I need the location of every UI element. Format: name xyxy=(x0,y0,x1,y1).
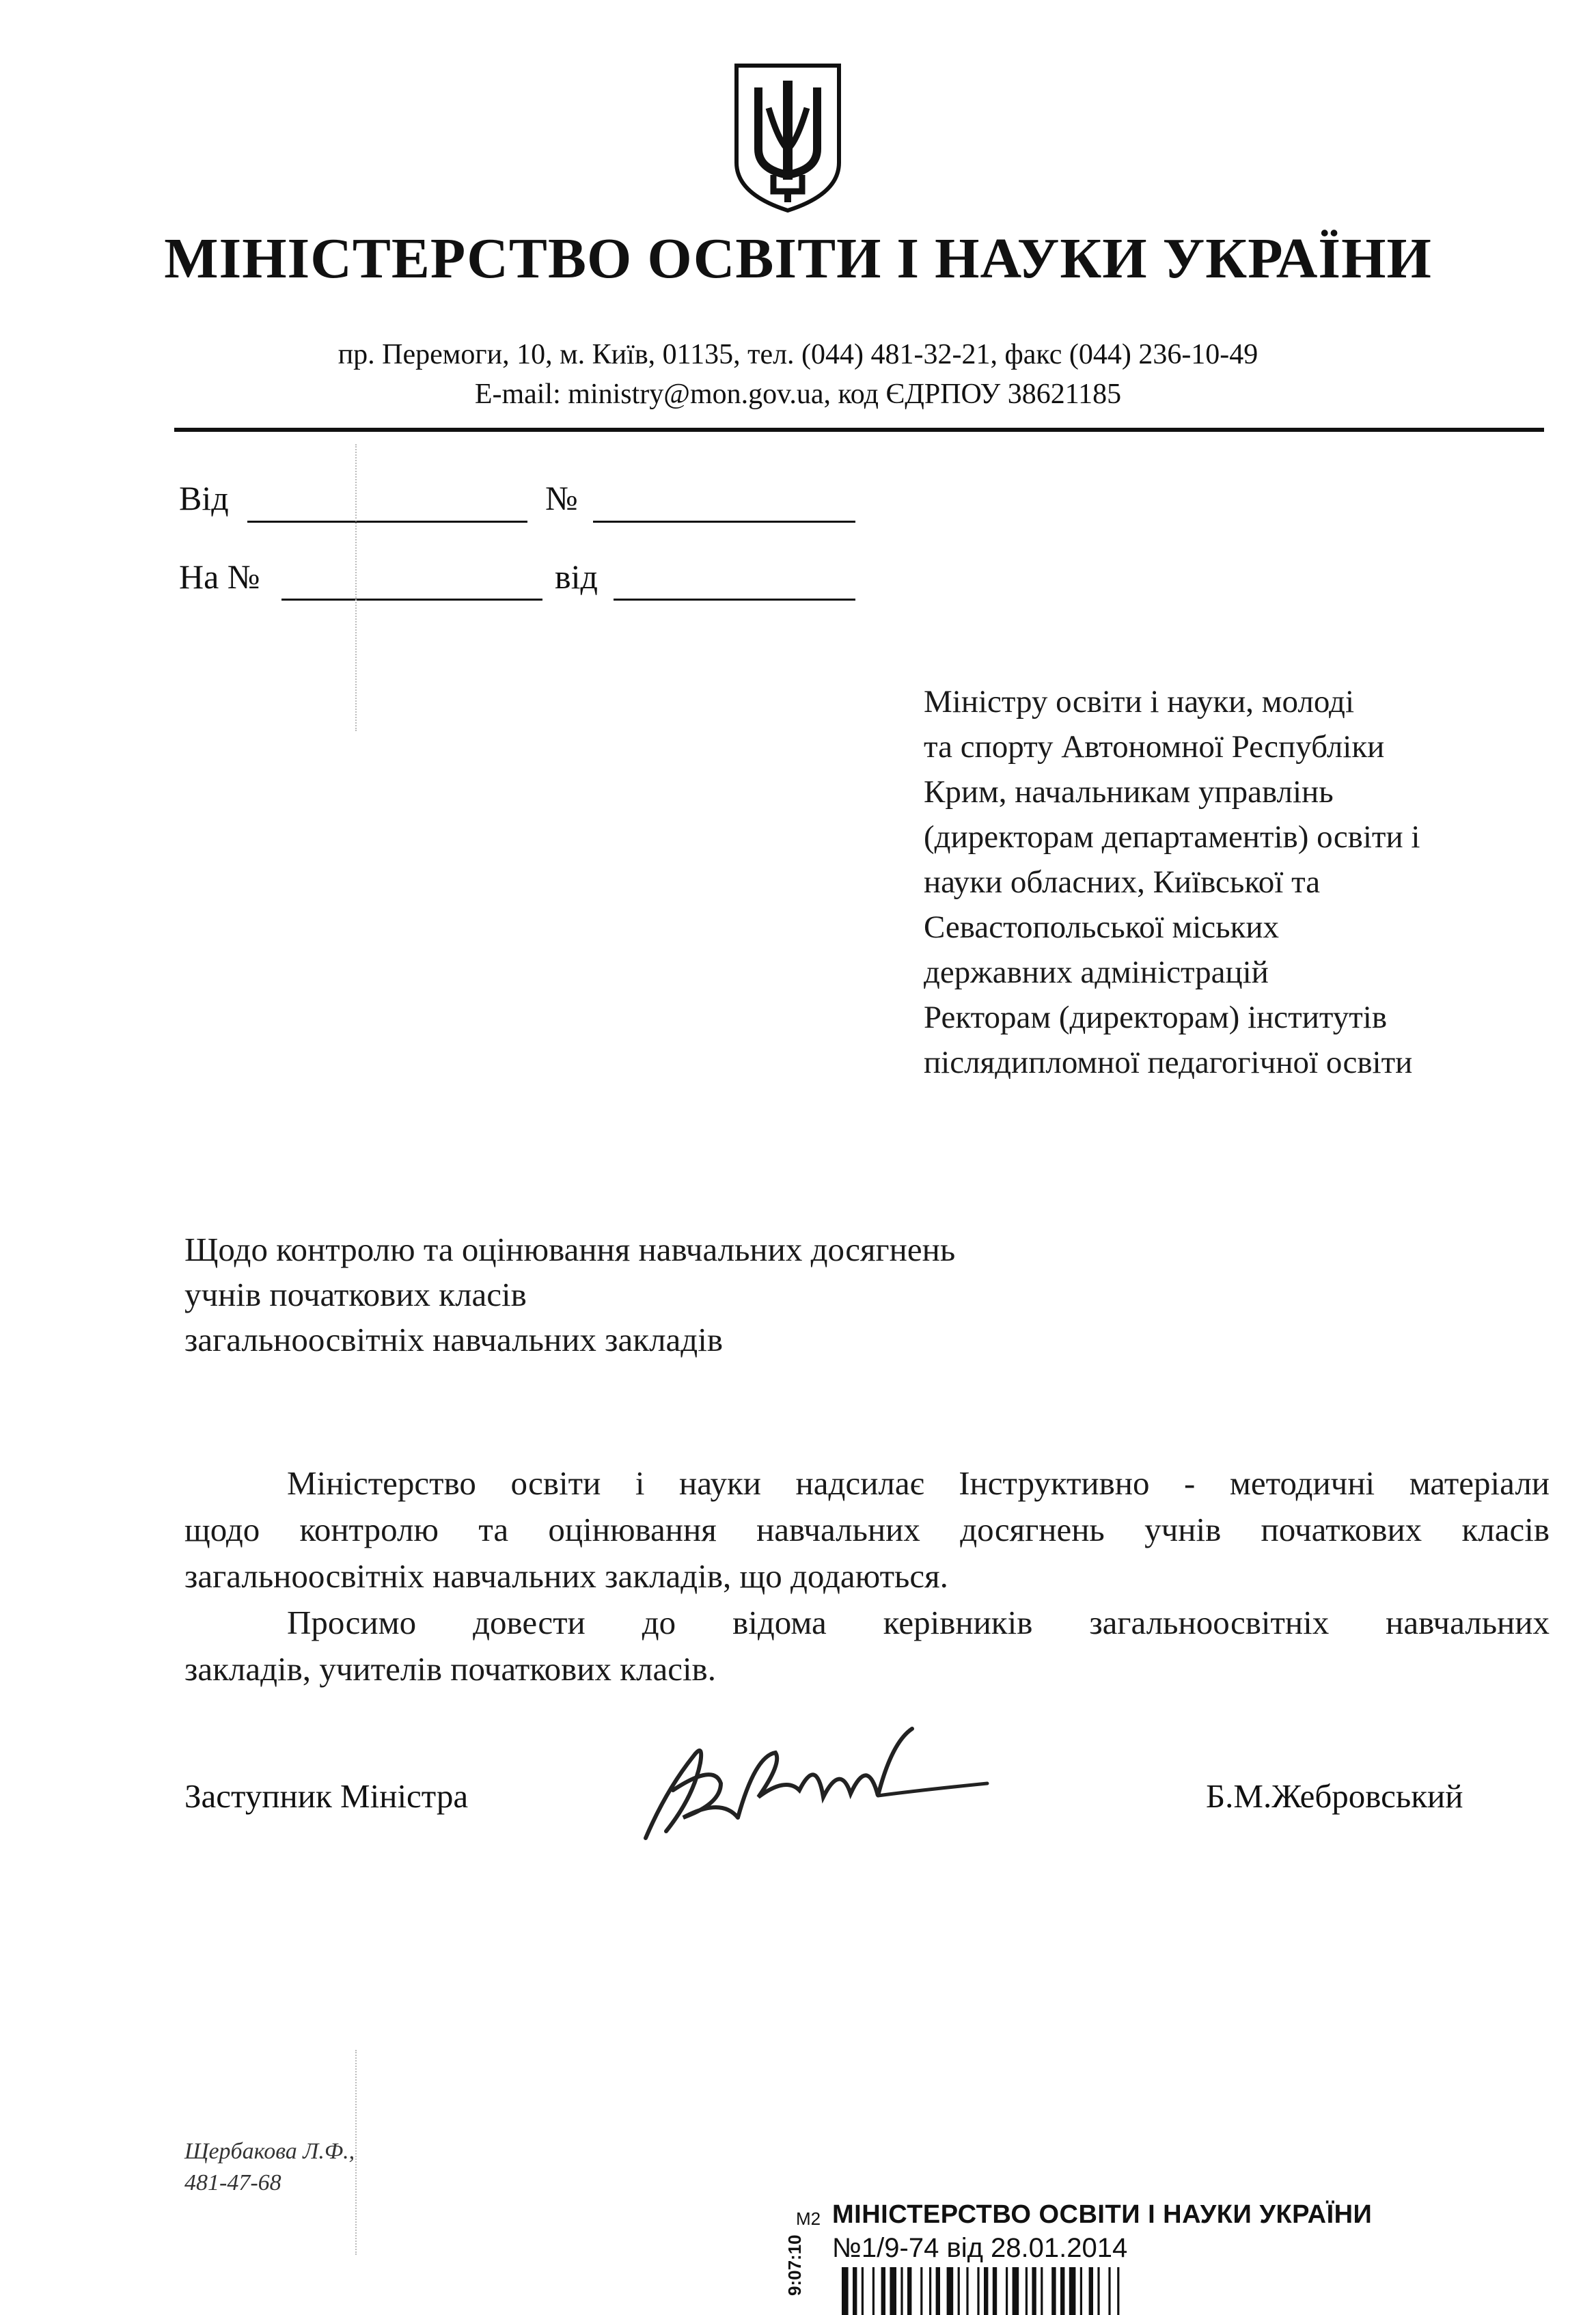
barcode-bar xyxy=(862,2267,864,2315)
barcode-bar xyxy=(984,2267,988,2315)
contact-line: E-mail: ministry@mon.gov.ua, код ЄДРПОУ 38621185 xyxy=(474,379,1122,410)
barcode-bar xyxy=(907,2267,911,2315)
barcode-bar xyxy=(900,2267,903,2315)
barcode-bar xyxy=(977,2267,979,2315)
stamp-organization: МІНІСТЕРСТВО ОСВІТИ І НАУКИ УКРАЇНИ xyxy=(832,2200,1373,2229)
ministry-title: МІНІСТЕРСТВО ОСВІТИ І НАУКИ УКРАЇНИ xyxy=(164,227,1432,290)
body-line: Міністерство освіти і науки надсилає Інструктивно - методичні матеріали xyxy=(287,1464,1550,1502)
subject-line: Щодо контролю та оцінювання навчальних досягнень xyxy=(184,1231,956,1268)
signatory-name: Б.М.Жебровський xyxy=(1206,1777,1463,1815)
stamp-registration-number: №1/9-74 від 28.01.2014 xyxy=(832,2233,1128,2263)
body-line: Просимо довести до відома керівників загальноосвітніх навчальних xyxy=(287,1604,1550,1641)
barcode-bar xyxy=(966,2267,968,2315)
number-label: № xyxy=(545,479,578,517)
stamp-prefix: М2 xyxy=(796,2208,821,2229)
barcode-bar xyxy=(872,2267,875,2315)
body-line: закладів, учителів початкових класів. xyxy=(184,1650,716,1688)
barcode-bar xyxy=(1032,2267,1036,2315)
reply-number-blank[interactable] xyxy=(281,599,542,601)
barcode-bar xyxy=(1013,2267,1019,2315)
addressee-line: Севастопольської міських xyxy=(924,909,1280,945)
barcode-bar xyxy=(1089,2267,1093,2315)
body-line: загальноосвітніх навчальних закладів, що додаються. xyxy=(184,1557,948,1595)
addressee-line: державних адміністрацій xyxy=(924,955,1269,990)
addressee-line: Ректорам (директорам) інститутів xyxy=(924,1000,1388,1035)
barcode-bar xyxy=(947,2267,954,2315)
subject-line: загальноосвітніх навчальних закладів xyxy=(184,1321,723,1358)
addressee-line: (директорам департаментів) освіти і xyxy=(924,819,1420,855)
addressee-line: науки обласних, Київської та xyxy=(924,864,1321,900)
barcode-bar xyxy=(1080,2267,1082,2315)
addressee-line: Крим, начальникам управлінь xyxy=(924,774,1334,810)
address-line: пр. Перемоги, 10, м. Київ, 01135, тел. (044) 481-32-21, факс (044) 236-10-49 xyxy=(338,339,1258,370)
barcode-bar xyxy=(1051,2267,1056,2315)
addressee-line: післядипломної педагогічної освіти xyxy=(924,1045,1413,1080)
barcode-bar xyxy=(1006,2267,1008,2315)
from-label: Від xyxy=(179,479,229,517)
header-divider xyxy=(174,428,1544,432)
barcode-bar xyxy=(853,2267,857,2315)
barcode-bar xyxy=(1108,2267,1110,2315)
barcode-bar xyxy=(1069,2267,1076,2315)
barcode-bar xyxy=(936,2267,940,2315)
addressee-line: та спорту Автономної Республіки xyxy=(924,729,1385,765)
executor-name: Щербакова Л.Ф., xyxy=(184,2139,355,2164)
barcode-bar xyxy=(929,2267,931,2315)
barcode-bar xyxy=(1026,2267,1028,2315)
barcode-bar xyxy=(958,2267,960,2315)
reply-date-blank[interactable] xyxy=(614,599,855,601)
from-date-blank[interactable] xyxy=(247,521,527,523)
barcode-bar xyxy=(881,2267,885,2315)
barcode-bar xyxy=(1117,2267,1119,2315)
reply-number-label: На № xyxy=(179,558,260,596)
barcode-bar xyxy=(1097,2267,1099,2315)
barcode-bar xyxy=(1060,2267,1064,2315)
reply-date-label: від xyxy=(555,558,598,596)
barcode-bar xyxy=(1041,2267,1043,2315)
barcode xyxy=(842,2267,1224,2315)
signatory-title: Заступник Міністра xyxy=(184,1777,469,1815)
addressee-line: Міністру освіти і науки, молоді xyxy=(924,684,1355,720)
barcode-bar xyxy=(842,2267,849,2315)
coat-of-arms-emblem xyxy=(731,60,844,215)
subject-line: учнів початкових класів xyxy=(184,1276,527,1313)
barcode-bar xyxy=(920,2267,922,2315)
barcode-bar xyxy=(890,2267,896,2315)
barcode-bar xyxy=(993,2267,997,2315)
body-line: щодо контролю та оцінювання навчальних досягнень учнів початкових класів xyxy=(184,1511,1550,1548)
executor-phone: 481-47-68 xyxy=(184,2170,281,2195)
scan-mark xyxy=(355,2050,357,2255)
scan-mark xyxy=(355,444,357,731)
stamp-time: 9:07:10 xyxy=(784,2234,805,2296)
handwritten-signature xyxy=(618,1715,1001,1852)
number-blank[interactable] xyxy=(593,521,855,523)
